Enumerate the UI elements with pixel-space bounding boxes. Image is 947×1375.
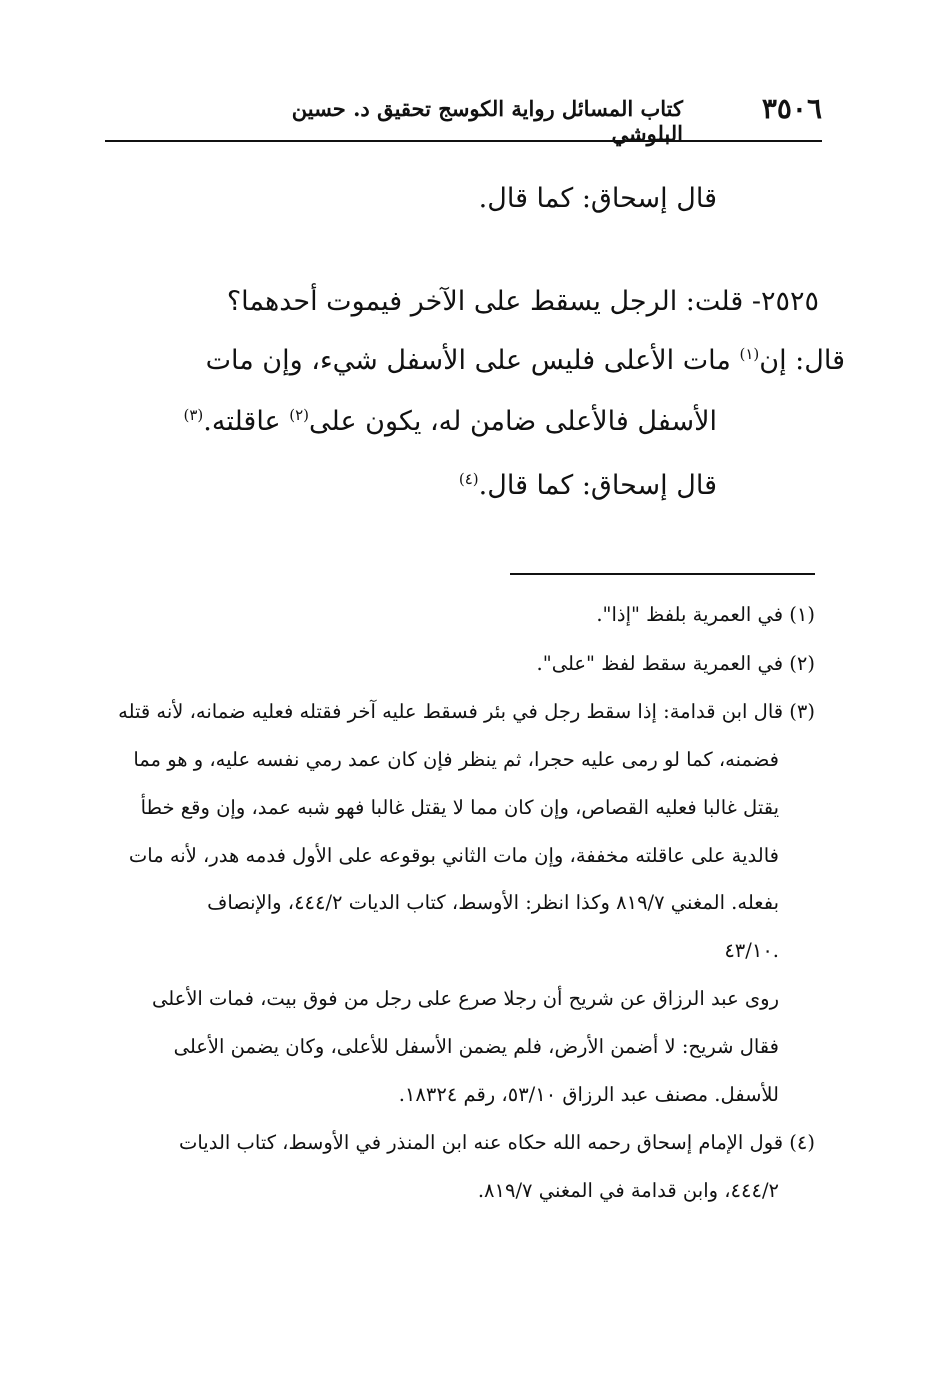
answer-line-1 bbox=[206, 345, 845, 376]
footnote-separator bbox=[510, 573, 815, 575]
footnote-4-line-2: ٤٤٤/٢، وابن قدامة في المغني ٨١٩/٧. bbox=[477, 1179, 779, 1202]
paragraph-ishaq-1: قال إسحاق: كما قال. bbox=[478, 183, 717, 214]
answer-text: عاقلته. bbox=[203, 406, 290, 437]
footnote-ref-2: (٢) bbox=[289, 406, 310, 424]
answer-text: قال إسحاق: كما قال. bbox=[478, 470, 717, 501]
answer-text: الأسفل فالأعلى ضامن له، يكون على bbox=[309, 406, 717, 437]
answer-text: قال: إن bbox=[759, 345, 845, 376]
footnote-3-line-3: يقتل غالبا فعليه القصاص، وإن كان مما لا يقتل غالبا فهو شبه عمد، وإن وقع خطأ bbox=[140, 796, 779, 819]
footnote-3-line-6: ٤٣/١٠. bbox=[724, 939, 779, 962]
footnote-3-line-8: فقال شريح: لا أضمن الأرض، فلم يضمن الأسفل للأعلى، وكان يضمن الأعلى bbox=[173, 1035, 779, 1058]
footnote-ref-1: (١) bbox=[739, 345, 760, 363]
book-title: كتاب المسائل رواية الكوسج تحقيق د. حسين البلوشي bbox=[291, 96, 683, 146]
footnote-3-line-9: للأسفل. مصنف عبد الرزاق ٥٣/١٠، رقم ١٨٣٢٤. bbox=[398, 1083, 779, 1106]
footnote-ref-3: (٣) bbox=[183, 406, 204, 424]
answer-line-2 bbox=[183, 406, 717, 437]
page-number: ٣٥٠٦ bbox=[761, 92, 822, 125]
answer-text: مات الأعلى فليس على الأسفل شيء، وإن مات bbox=[205, 345, 740, 376]
footnote-4-line-1: (٤) قول الإمام إسحاق رحمه الله حكاه عنه ابن المنذر في الأوسط، كتاب الديات bbox=[179, 1131, 815, 1154]
question-number: ٢٥٢٥- bbox=[751, 286, 819, 317]
answer-line-3 bbox=[459, 470, 717, 501]
footnote-3-line-2: فضمنه، كما لو رمى عليه حجرا، ثم ينظر فإن كان عمد رمي نفسه عليه، و هو مما bbox=[133, 748, 779, 771]
footnote-3-line-4: فالدية على عاقلته مخففة، وإن مات الثاني بوقوعه على الأول فدمه هدر، لأنه مات bbox=[128, 844, 779, 867]
footnote-3-line-7: روى عبد الرزاق عن شريح أن رجلا صرع على رجل من فوق بيت، فمات الأعلى bbox=[151, 987, 779, 1010]
question-text: قلت: الرجل يسقط على الآخر فيموت أحدهما؟ bbox=[226, 286, 744, 317]
question-2525 bbox=[227, 286, 819, 317]
footnote-3-line-1: (٣) قال ابن قدامة: إذا سقط رجل في بئر فسقط عليه آخر فقتله فعليه ضمانه، لأنه قتله bbox=[118, 700, 815, 723]
footnote-3-line-5: بفعله. المغني ٨١٩/٧ وكذا انظر: الأوسط، كتاب الديات ٤٤٤/٢، والإنصاف bbox=[207, 891, 779, 914]
footnote-ref-4: (٤) bbox=[458, 470, 479, 488]
footnote-1: (١) في العمرية بلفظ "إذا". bbox=[596, 603, 815, 626]
footnote-2: (٢) في العمرية سقط لفظ "على". bbox=[536, 652, 815, 675]
running-header bbox=[105, 92, 822, 146]
header-rule bbox=[105, 140, 822, 142]
